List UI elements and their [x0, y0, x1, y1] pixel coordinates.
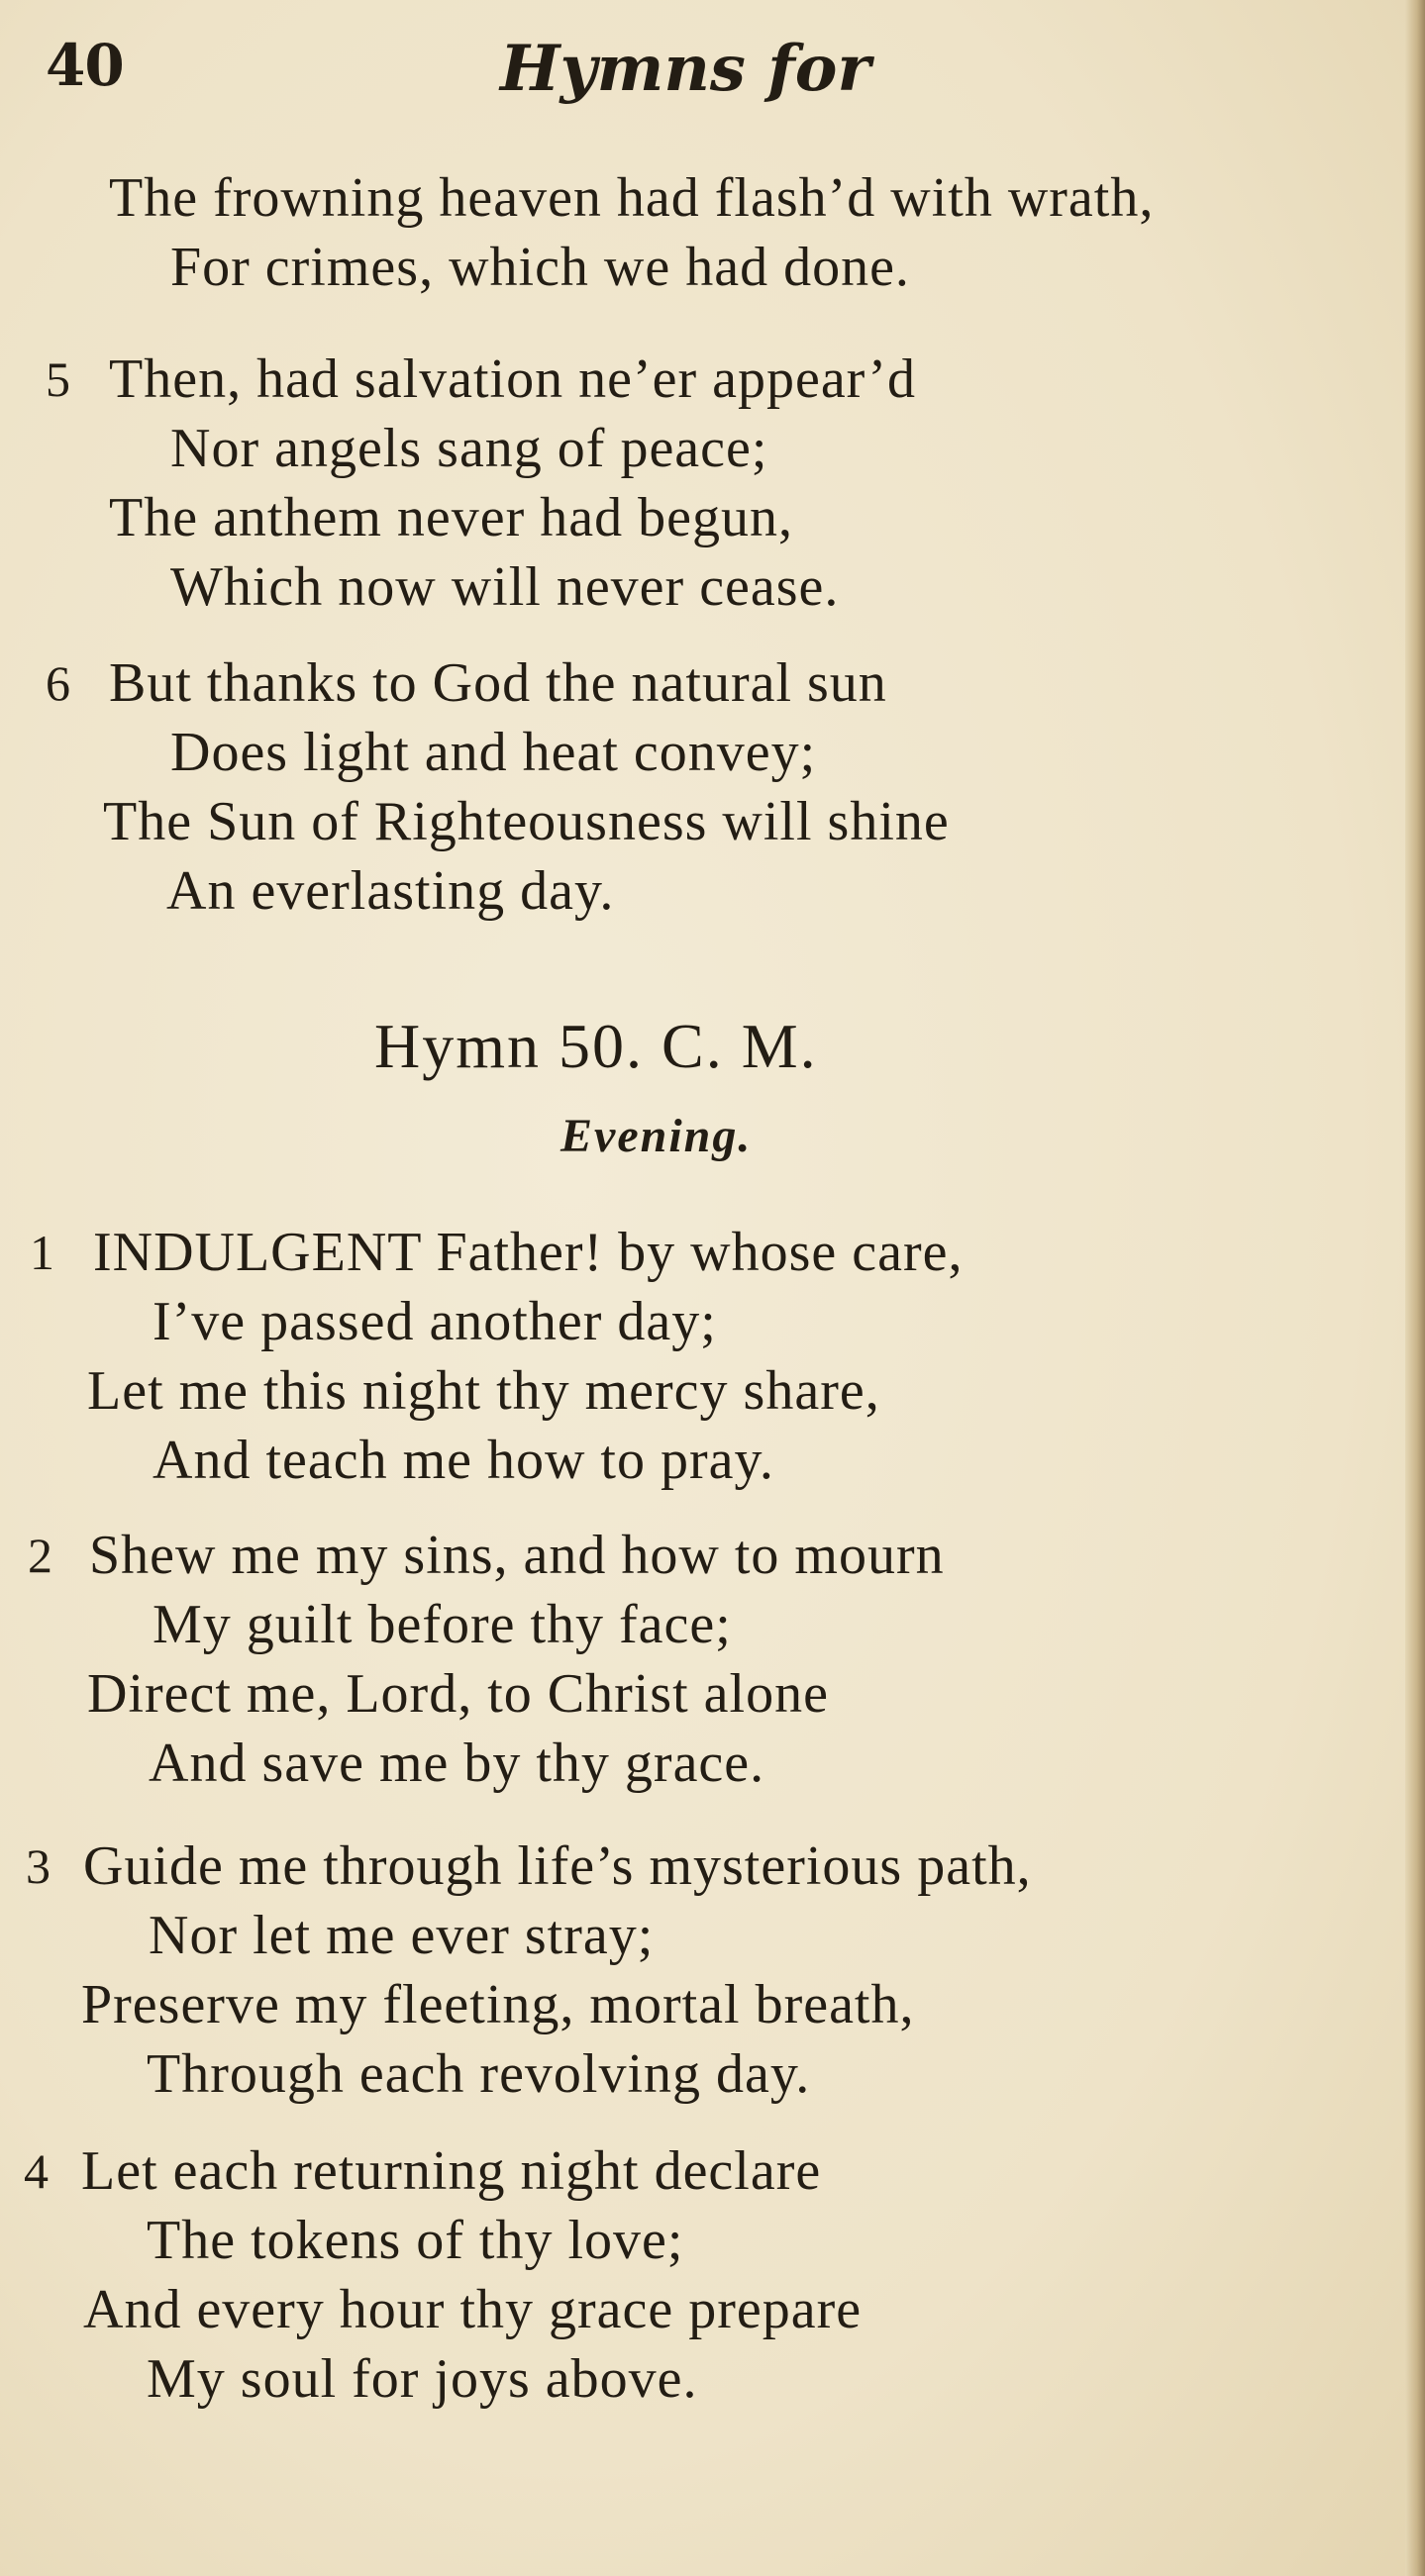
verse-line: Nor angels sang of peace;: [170, 418, 768, 479]
verse-line: Let me this night thy mercy share,: [87, 1360, 880, 1422]
verse-line: Direct me, Lord, to Christ alone: [87, 1663, 829, 1725]
verse-line: The tokens of thy love;: [147, 2210, 684, 2271]
verse-line: Guide me through life’s mysterious path,: [83, 1835, 1032, 1897]
stanza-number: 6: [46, 655, 70, 711]
verse-line: INDULGENT Father! by whose care,: [93, 1222, 964, 1283]
verse-line: And save me by thy grace.: [149, 1733, 765, 1794]
page-number: 40: [46, 32, 124, 99]
verse-line: Does light and heat convey;: [170, 722, 817, 783]
verse-line: But thanks to God the natural sun: [109, 652, 887, 714]
verse-line: The frowning heaven had flash’d with wrath,: [109, 167, 1155, 229]
verse-line: Nor let me ever stray;: [149, 1905, 655, 1966]
stanza-number: 5: [46, 351, 70, 407]
verse-line: And every hour thy grace prepare: [83, 2279, 863, 2340]
verse-line: And teach me how to pray.: [153, 1430, 774, 1491]
stanza-number: 2: [28, 1528, 52, 1583]
verse-line: Preserve my fleeting, mortal breath,: [81, 1974, 915, 2035]
verse-line: An everlasting day.: [166, 860, 615, 922]
page-edge: [1405, 0, 1425, 2576]
stanza-number: 4: [24, 2143, 49, 2199]
verse-line: For crimes, which we had done.: [170, 237, 910, 298]
verse-line: The anthem never had begun,: [109, 487, 793, 548]
stanza-number: 3: [26, 1838, 51, 1894]
hymn-title: Hymn 50. C. M.: [374, 1011, 818, 1081]
stanza-number: 1: [30, 1225, 54, 1280]
page-header: [0, 22, 1425, 111]
verse-line: I’ve passed another day;: [153, 1291, 717, 1352]
verse-line: My soul for joys above.: [147, 2348, 698, 2410]
verse-line: Let each returning night declare: [81, 2140, 822, 2202]
hymn-subtitle: Evening.: [560, 1110, 753, 1162]
verse-line: Shew me my sins, and how to mourn: [89, 1525, 945, 1586]
verse-line: My guilt before thy face;: [153, 1594, 732, 1655]
verse-line: The Sun of Righteousness will shine: [103, 791, 950, 852]
verse-line: Then, had salvation ne’er appear’d: [109, 348, 917, 410]
verse-line: Through each revolving day.: [147, 2043, 811, 2105]
verse-line: Which now will never cease.: [170, 556, 840, 618]
running-title: Hymns for: [500, 32, 871, 106]
